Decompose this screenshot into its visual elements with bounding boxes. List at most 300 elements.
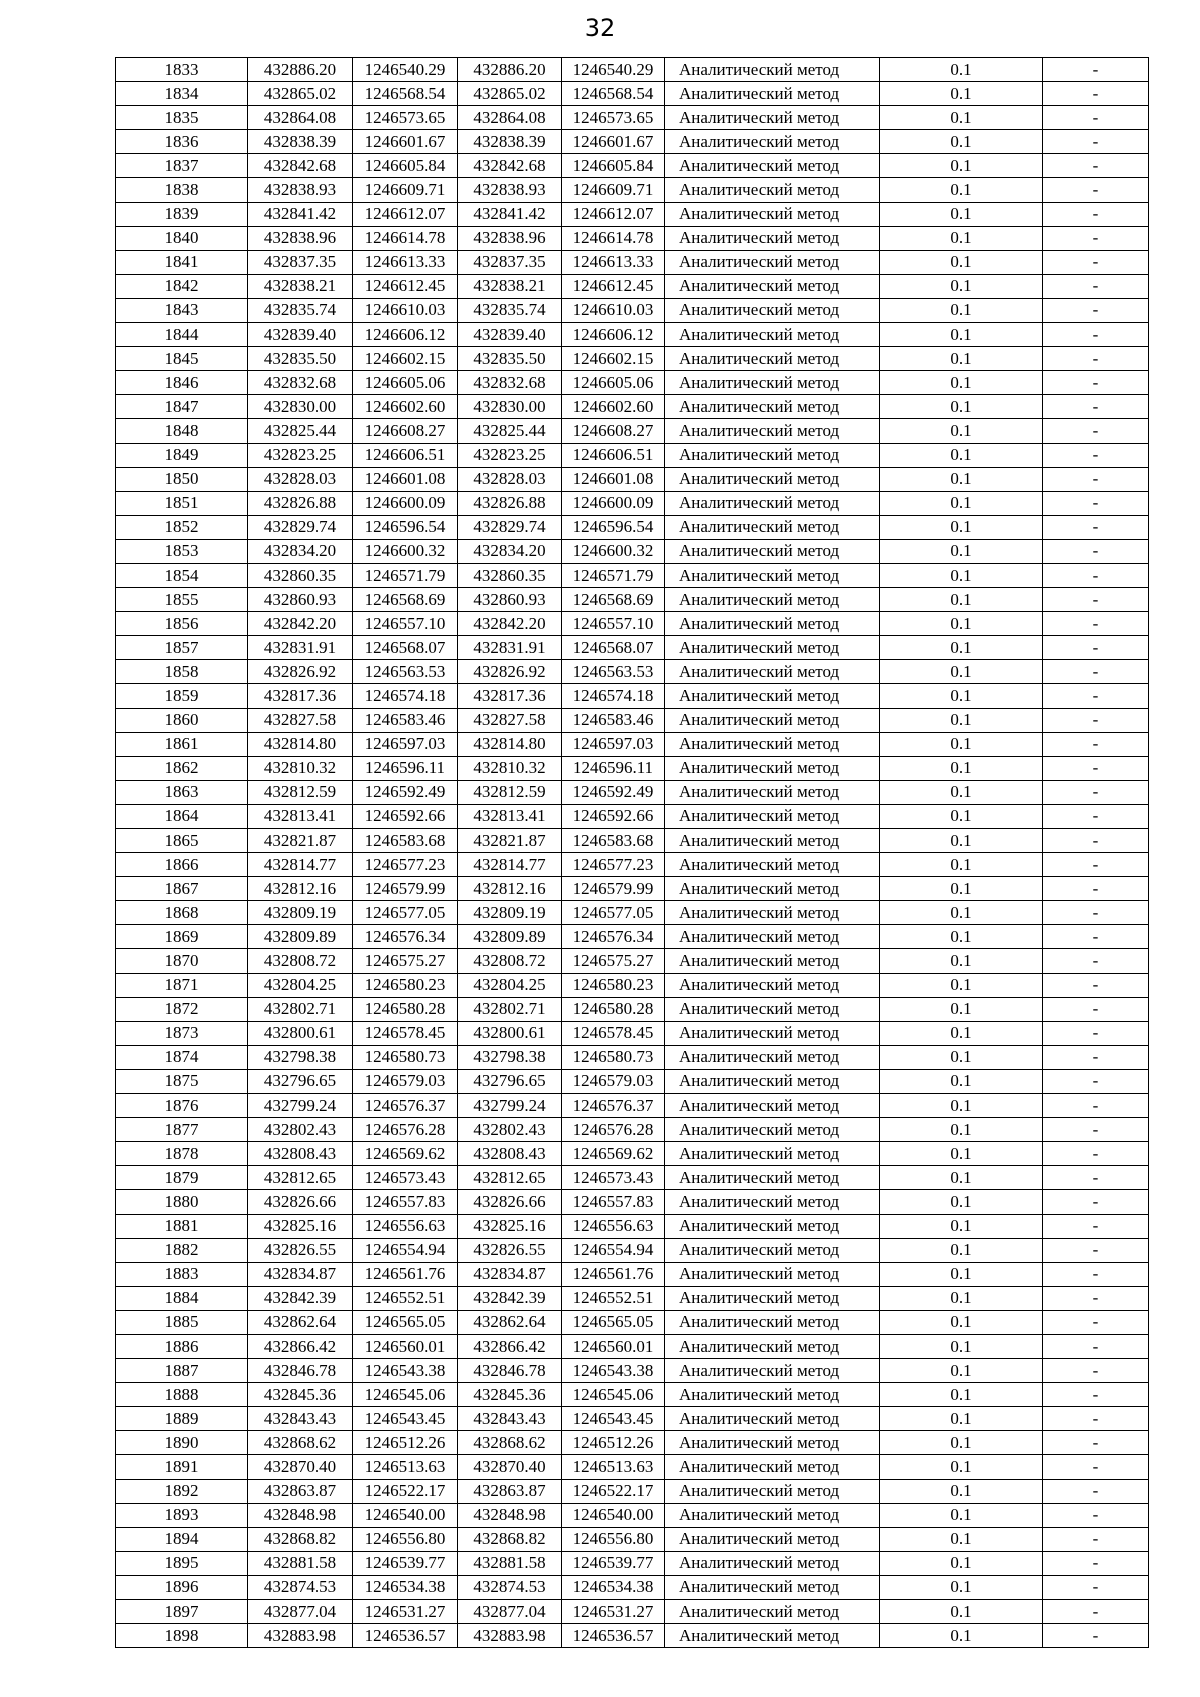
note-cell: - [1043, 82, 1149, 106]
accuracy-cell: 0.1 [880, 419, 1043, 443]
point-number-cell: 1849 [116, 443, 248, 467]
accuracy-cell: 0.1 [880, 347, 1043, 371]
x-new-cell: 432870.40 [458, 1455, 562, 1479]
accuracy-cell: 0.1 [880, 130, 1043, 154]
x-old-cell: 432860.35 [248, 563, 353, 587]
y-new-cell: 1246610.03 [562, 298, 665, 322]
x-old-cell: 432826.55 [248, 1238, 353, 1262]
x-new-cell: 432874.53 [458, 1575, 562, 1599]
y-new-cell: 1246580.28 [562, 997, 665, 1021]
accuracy-cell: 0.1 [880, 443, 1043, 467]
y-old-cell: 1246610.03 [353, 298, 458, 322]
note-cell: - [1043, 154, 1149, 178]
accuracy-cell: 0.1 [880, 1334, 1043, 1358]
x-new-cell: 432830.00 [458, 395, 562, 419]
note-cell: - [1043, 58, 1149, 82]
point-number-cell: 1850 [116, 467, 248, 491]
method-cell: Аналитический метод [665, 804, 880, 828]
method-cell: Аналитический метод [665, 612, 880, 636]
y-new-cell: 1246600.32 [562, 539, 665, 563]
y-new-cell: 1246600.09 [562, 491, 665, 515]
table-row [116, 949, 1149, 973]
method-cell: Аналитический метод [665, 1503, 880, 1527]
note-cell: - [1043, 1624, 1149, 1648]
table-row [116, 1455, 1149, 1479]
point-number-cell: 1844 [116, 323, 248, 347]
x-new-cell: 432841.42 [458, 202, 562, 226]
y-old-cell: 1246573.43 [353, 1166, 458, 1190]
x-old-cell: 432842.39 [248, 1286, 353, 1310]
note-cell: - [1043, 1479, 1149, 1503]
y-old-cell: 1246552.51 [353, 1286, 458, 1310]
x-old-cell: 432809.19 [248, 901, 353, 925]
y-new-cell: 1246552.51 [562, 1286, 665, 1310]
x-new-cell: 432868.62 [458, 1431, 562, 1455]
x-new-cell: 432848.98 [458, 1503, 562, 1527]
method-cell: Аналитический метод [665, 925, 880, 949]
x-old-cell: 432842.68 [248, 154, 353, 178]
y-old-cell: 1246605.84 [353, 154, 458, 178]
y-old-cell: 1246592.49 [353, 780, 458, 804]
method-cell: Аналитический метод [665, 1045, 880, 1069]
note-cell: - [1043, 1142, 1149, 1166]
y-new-cell: 1246557.10 [562, 612, 665, 636]
y-new-cell: 1246573.65 [562, 106, 665, 130]
table-row [116, 82, 1149, 106]
x-old-cell: 432827.58 [248, 708, 353, 732]
point-number-cell: 1886 [116, 1334, 248, 1358]
y-old-cell: 1246540.00 [353, 1503, 458, 1527]
x-old-cell: 432798.38 [248, 1045, 353, 1069]
x-new-cell: 432812.59 [458, 780, 562, 804]
y-old-cell: 1246543.45 [353, 1407, 458, 1431]
point-number-cell: 1896 [116, 1575, 248, 1599]
y-new-cell: 1246579.99 [562, 877, 665, 901]
x-old-cell: 432814.77 [248, 853, 353, 877]
y-old-cell: 1246580.73 [353, 1045, 458, 1069]
y-old-cell: 1246605.06 [353, 371, 458, 395]
point-number-cell: 1859 [116, 684, 248, 708]
y-new-cell: 1246545.06 [562, 1383, 665, 1407]
x-old-cell: 432838.39 [248, 130, 353, 154]
table-row [116, 419, 1149, 443]
note-cell: - [1043, 1503, 1149, 1527]
y-old-cell: 1246576.37 [353, 1094, 458, 1118]
method-cell: Аналитический метод [665, 419, 880, 443]
accuracy-cell: 0.1 [880, 829, 1043, 853]
note-cell: - [1043, 780, 1149, 804]
y-new-cell: 1246568.54 [562, 82, 665, 106]
accuracy-cell: 0.1 [880, 804, 1043, 828]
x-old-cell: 432825.16 [248, 1214, 353, 1238]
table-row [116, 1383, 1149, 1407]
method-cell: Аналитический метод [665, 443, 880, 467]
x-new-cell: 432799.24 [458, 1094, 562, 1118]
note-cell: - [1043, 1286, 1149, 1310]
y-new-cell: 1246540.29 [562, 58, 665, 82]
x-old-cell: 432883.98 [248, 1624, 353, 1648]
method-cell: Аналитический метод [665, 1407, 880, 1431]
table-row [116, 1286, 1149, 1310]
method-cell: Аналитический метод [665, 515, 880, 539]
table-row [116, 660, 1149, 684]
x-new-cell: 432839.40 [458, 323, 562, 347]
x-old-cell: 432821.87 [248, 829, 353, 853]
point-number-cell: 1872 [116, 997, 248, 1021]
y-old-cell: 1246568.07 [353, 636, 458, 660]
x-new-cell: 432838.39 [458, 130, 562, 154]
y-old-cell: 1246574.18 [353, 684, 458, 708]
accuracy-cell: 0.1 [880, 202, 1043, 226]
point-number-cell: 1865 [116, 829, 248, 853]
accuracy-cell: 0.1 [880, 1624, 1043, 1648]
y-old-cell: 1246554.94 [353, 1238, 458, 1262]
table-row [116, 106, 1149, 130]
point-number-cell: 1854 [116, 563, 248, 587]
accuracy-cell: 0.1 [880, 1431, 1043, 1455]
y-new-cell: 1246577.23 [562, 853, 665, 877]
y-new-cell: 1246513.63 [562, 1455, 665, 1479]
table-row [116, 684, 1149, 708]
point-number-cell: 1881 [116, 1214, 248, 1238]
accuracy-cell: 0.1 [880, 178, 1043, 202]
y-new-cell: 1246612.07 [562, 202, 665, 226]
x-new-cell: 432860.35 [458, 563, 562, 587]
note-cell: - [1043, 1238, 1149, 1262]
table-row [116, 877, 1149, 901]
y-old-cell: 1246597.03 [353, 732, 458, 756]
y-new-cell: 1246614.78 [562, 226, 665, 250]
note-cell: - [1043, 1021, 1149, 1045]
note-cell: - [1043, 347, 1149, 371]
y-old-cell: 1246531.27 [353, 1600, 458, 1624]
note-cell: - [1043, 443, 1149, 467]
method-cell: Аналитический метод [665, 829, 880, 853]
accuracy-cell: 0.1 [880, 82, 1043, 106]
y-old-cell: 1246513.63 [353, 1455, 458, 1479]
method-cell: Аналитический метод [665, 1238, 880, 1262]
y-new-cell: 1246592.49 [562, 780, 665, 804]
y-new-cell: 1246540.00 [562, 1503, 665, 1527]
y-new-cell: 1246597.03 [562, 732, 665, 756]
accuracy-cell: 0.1 [880, 106, 1043, 130]
accuracy-cell: 0.1 [880, 756, 1043, 780]
x-new-cell: 432838.96 [458, 226, 562, 250]
x-new-cell: 432813.41 [458, 804, 562, 828]
accuracy-cell: 0.1 [880, 1479, 1043, 1503]
x-new-cell: 432831.91 [458, 636, 562, 660]
accuracy-cell: 0.1 [880, 1575, 1043, 1599]
x-old-cell: 432814.80 [248, 732, 353, 756]
note-cell: - [1043, 1551, 1149, 1575]
x-old-cell: 432838.93 [248, 178, 353, 202]
x-old-cell: 432865.02 [248, 82, 353, 106]
accuracy-cell: 0.1 [880, 1600, 1043, 1624]
accuracy-cell: 0.1 [880, 708, 1043, 732]
accuracy-cell: 0.1 [880, 1455, 1043, 1479]
point-number-cell: 1898 [116, 1624, 248, 1648]
y-new-cell: 1246568.69 [562, 588, 665, 612]
y-new-cell: 1246605.84 [562, 154, 665, 178]
point-number-cell: 1883 [116, 1262, 248, 1286]
y-new-cell: 1246605.06 [562, 371, 665, 395]
note-cell: - [1043, 1383, 1149, 1407]
x-new-cell: 432827.58 [458, 708, 562, 732]
y-new-cell: 1246543.45 [562, 1407, 665, 1431]
note-cell: - [1043, 1190, 1149, 1214]
point-number-cell: 1893 [116, 1503, 248, 1527]
accuracy-cell: 0.1 [880, 612, 1043, 636]
accuracy-cell: 0.1 [880, 1503, 1043, 1527]
method-cell: Аналитический метод [665, 1262, 880, 1286]
table-row [116, 178, 1149, 202]
table-row [116, 636, 1149, 660]
y-new-cell: 1246522.17 [562, 1479, 665, 1503]
x-new-cell: 432808.43 [458, 1142, 562, 1166]
x-new-cell: 432796.65 [458, 1069, 562, 1093]
y-new-cell: 1246612.45 [562, 274, 665, 298]
accuracy-cell: 0.1 [880, 877, 1043, 901]
x-old-cell: 432817.36 [248, 684, 353, 708]
method-cell: Аналитический метод [665, 226, 880, 250]
note-cell: - [1043, 1527, 1149, 1551]
method-cell: Аналитический метод [665, 202, 880, 226]
y-new-cell: 1246556.63 [562, 1214, 665, 1238]
table-row [116, 1190, 1149, 1214]
x-old-cell: 432841.42 [248, 202, 353, 226]
accuracy-cell: 0.1 [880, 298, 1043, 322]
table-row [116, 443, 1149, 467]
y-old-cell: 1246606.12 [353, 323, 458, 347]
y-old-cell: 1246614.78 [353, 226, 458, 250]
x-new-cell: 432814.77 [458, 853, 562, 877]
x-new-cell: 432808.72 [458, 949, 562, 973]
point-number-cell: 1884 [116, 1286, 248, 1310]
y-new-cell: 1246536.57 [562, 1624, 665, 1648]
accuracy-cell: 0.1 [880, 323, 1043, 347]
note-cell: - [1043, 323, 1149, 347]
x-old-cell: 432812.16 [248, 877, 353, 901]
x-new-cell: 432825.16 [458, 1214, 562, 1238]
note-cell: - [1043, 732, 1149, 756]
note-cell: - [1043, 925, 1149, 949]
note-cell: - [1043, 467, 1149, 491]
x-old-cell: 432839.40 [248, 323, 353, 347]
table-row [116, 756, 1149, 780]
y-new-cell: 1246577.05 [562, 901, 665, 925]
x-new-cell: 432825.44 [458, 419, 562, 443]
table-row [116, 298, 1149, 322]
point-number-cell: 1851 [116, 491, 248, 515]
y-new-cell: 1246569.62 [562, 1142, 665, 1166]
y-old-cell: 1246568.54 [353, 82, 458, 106]
x-old-cell: 432812.59 [248, 780, 353, 804]
y-old-cell: 1246540.29 [353, 58, 458, 82]
note-cell: - [1043, 250, 1149, 274]
note-cell: - [1043, 1359, 1149, 1383]
x-old-cell: 432799.24 [248, 1094, 353, 1118]
y-old-cell: 1246576.28 [353, 1118, 458, 1142]
method-cell: Аналитический метод [665, 298, 880, 322]
x-new-cell: 432838.21 [458, 274, 562, 298]
y-new-cell: 1246601.67 [562, 130, 665, 154]
table-row [116, 1334, 1149, 1358]
method-cell: Аналитический метод [665, 732, 880, 756]
note-cell: - [1043, 829, 1149, 853]
y-new-cell: 1246583.68 [562, 829, 665, 853]
accuracy-cell: 0.1 [880, 1551, 1043, 1575]
point-number-cell: 1875 [116, 1069, 248, 1093]
accuracy-cell: 0.1 [880, 1286, 1043, 1310]
x-new-cell: 432864.08 [458, 106, 562, 130]
method-cell: Аналитический метод [665, 660, 880, 684]
point-number-cell: 1837 [116, 154, 248, 178]
method-cell: Аналитический метод [665, 684, 880, 708]
table-row [116, 829, 1149, 853]
accuracy-cell: 0.1 [880, 780, 1043, 804]
accuracy-cell: 0.1 [880, 154, 1043, 178]
table-row [116, 323, 1149, 347]
method-cell: Аналитический метод [665, 1166, 880, 1190]
table-row [116, 58, 1149, 82]
note-cell: - [1043, 298, 1149, 322]
y-new-cell: 1246576.28 [562, 1118, 665, 1142]
y-old-cell: 1246600.09 [353, 491, 458, 515]
y-old-cell: 1246583.46 [353, 708, 458, 732]
note-cell: - [1043, 708, 1149, 732]
method-cell: Аналитический метод [665, 178, 880, 202]
y-new-cell: 1246606.51 [562, 443, 665, 467]
table-row [116, 202, 1149, 226]
x-old-cell: 432832.68 [248, 371, 353, 395]
x-old-cell: 432863.87 [248, 1479, 353, 1503]
x-new-cell: 432883.98 [458, 1624, 562, 1648]
y-new-cell: 1246602.60 [562, 395, 665, 419]
y-new-cell: 1246602.15 [562, 347, 665, 371]
y-old-cell: 1246579.99 [353, 877, 458, 901]
table-row [116, 154, 1149, 178]
point-number-cell: 1842 [116, 274, 248, 298]
table-row [116, 925, 1149, 949]
point-number-cell: 1836 [116, 130, 248, 154]
table-row [116, 708, 1149, 732]
table-row [116, 226, 1149, 250]
accuracy-cell: 0.1 [880, 853, 1043, 877]
note-cell: - [1043, 371, 1149, 395]
y-old-cell: 1246592.66 [353, 804, 458, 828]
point-number-cell: 1846 [116, 371, 248, 395]
method-cell: Аналитический метод [665, 1190, 880, 1214]
point-number-cell: 1877 [116, 1118, 248, 1142]
x-old-cell: 432862.64 [248, 1310, 353, 1334]
point-number-cell: 1869 [116, 925, 248, 949]
point-number-cell: 1878 [116, 1142, 248, 1166]
accuracy-cell: 0.1 [880, 684, 1043, 708]
note-cell: - [1043, 901, 1149, 925]
method-cell: Аналитический метод [665, 1214, 880, 1238]
y-old-cell: 1246575.27 [353, 949, 458, 973]
accuracy-cell: 0.1 [880, 901, 1043, 925]
y-old-cell: 1246602.60 [353, 395, 458, 419]
note-cell: - [1043, 1407, 1149, 1431]
table-row [116, 1527, 1149, 1551]
table-row [116, 274, 1149, 298]
method-cell: Аналитический метод [665, 780, 880, 804]
x-old-cell: 432804.25 [248, 973, 353, 997]
table-row [116, 780, 1149, 804]
method-cell: Аналитический метод [665, 949, 880, 973]
accuracy-cell: 0.1 [880, 973, 1043, 997]
method-cell: Аналитический метод [665, 1383, 880, 1407]
x-old-cell: 432838.21 [248, 274, 353, 298]
point-number-cell: 1852 [116, 515, 248, 539]
table-row [116, 1069, 1149, 1093]
table-row [116, 853, 1149, 877]
method-cell: Аналитический метод [665, 1551, 880, 1575]
x-old-cell: 432842.20 [248, 612, 353, 636]
note-cell: - [1043, 1094, 1149, 1118]
x-old-cell: 432835.50 [248, 347, 353, 371]
x-old-cell: 432809.89 [248, 925, 353, 949]
point-number-cell: 1864 [116, 804, 248, 828]
note-cell: - [1043, 588, 1149, 612]
y-new-cell: 1246574.18 [562, 684, 665, 708]
point-number-cell: 1866 [116, 853, 248, 877]
accuracy-cell: 0.1 [880, 1383, 1043, 1407]
accuracy-cell: 0.1 [880, 1238, 1043, 1262]
point-number-cell: 1888 [116, 1383, 248, 1407]
accuracy-cell: 0.1 [880, 1214, 1043, 1238]
y-old-cell: 1246560.01 [353, 1334, 458, 1358]
x-old-cell: 432837.35 [248, 250, 353, 274]
method-cell: Аналитический метод [665, 588, 880, 612]
x-old-cell: 432808.43 [248, 1142, 353, 1166]
x-old-cell: 432810.32 [248, 756, 353, 780]
table-row [116, 1214, 1149, 1238]
table-row [116, 1310, 1149, 1334]
accuracy-cell: 0.1 [880, 1094, 1043, 1118]
x-new-cell: 432826.88 [458, 491, 562, 515]
y-new-cell: 1246578.45 [562, 1021, 665, 1045]
x-old-cell: 432845.36 [248, 1383, 353, 1407]
y-old-cell: 1246536.57 [353, 1624, 458, 1648]
x-new-cell: 432842.39 [458, 1286, 562, 1310]
accuracy-cell: 0.1 [880, 1118, 1043, 1142]
note-cell: - [1043, 973, 1149, 997]
method-cell: Аналитический метод [665, 901, 880, 925]
x-new-cell: 432812.65 [458, 1166, 562, 1190]
x-old-cell: 432877.04 [248, 1600, 353, 1624]
point-number-cell: 1855 [116, 588, 248, 612]
accuracy-cell: 0.1 [880, 949, 1043, 973]
table-row [116, 1407, 1149, 1431]
table-row [116, 997, 1149, 1021]
y-old-cell: 1246600.32 [353, 539, 458, 563]
x-old-cell: 432838.96 [248, 226, 353, 250]
y-old-cell: 1246580.23 [353, 973, 458, 997]
table-row [116, 1551, 1149, 1575]
y-new-cell: 1246568.07 [562, 636, 665, 660]
method-cell: Аналитический метод [665, 1624, 880, 1648]
table-row [116, 588, 1149, 612]
table-row [116, 347, 1149, 371]
x-old-cell: 432866.42 [248, 1334, 353, 1358]
y-old-cell: 1246608.27 [353, 419, 458, 443]
x-new-cell: 432809.89 [458, 925, 562, 949]
point-number-cell: 1840 [116, 226, 248, 250]
x-new-cell: 432886.20 [458, 58, 562, 82]
x-new-cell: 432842.68 [458, 154, 562, 178]
